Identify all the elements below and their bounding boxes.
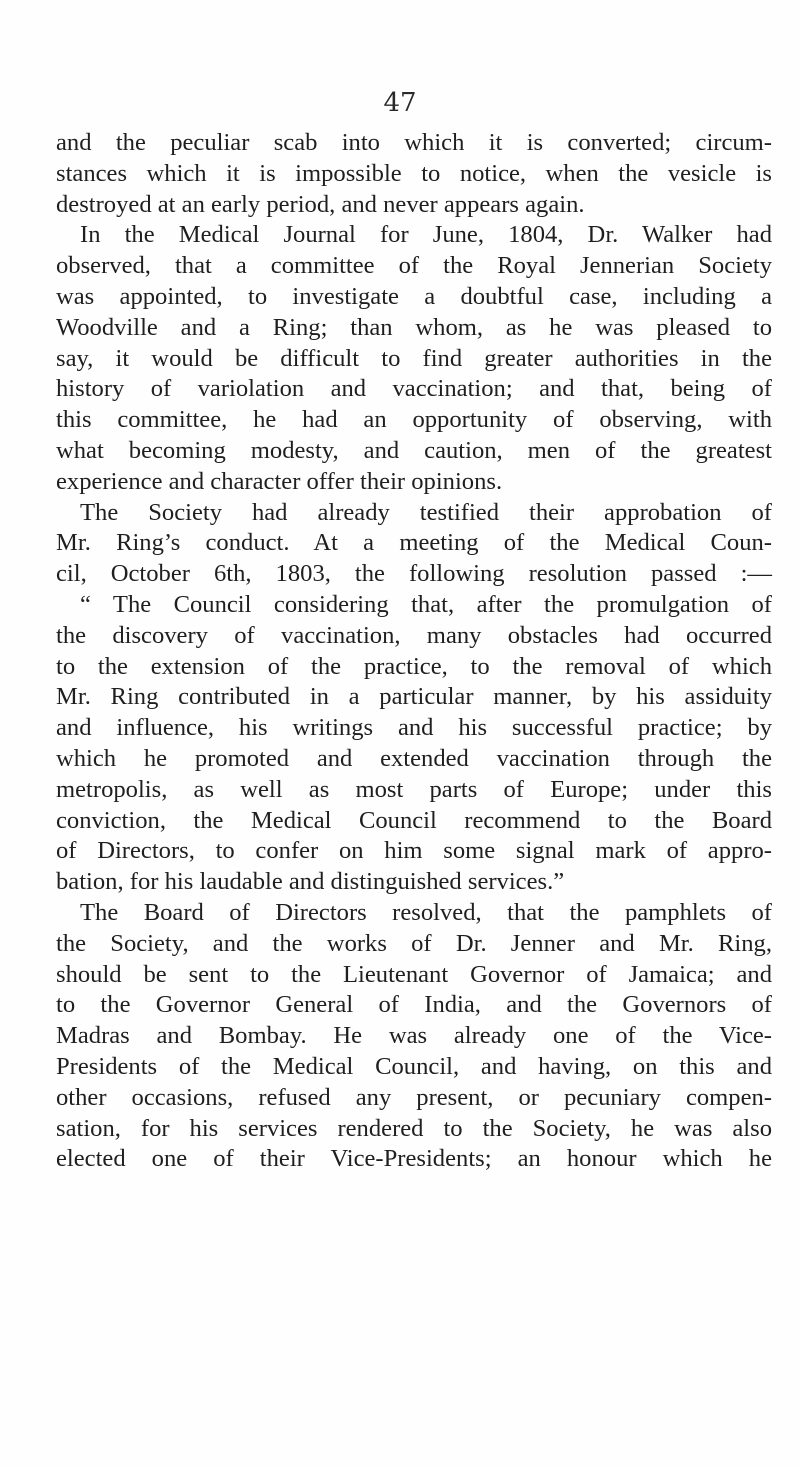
body-text xyxy=(56,128,772,1175)
text-line: destroyed at an early period, and never appears again. xyxy=(56,190,585,218)
text-line: history of variolation and vaccination; and that, being of xyxy=(56,375,772,403)
paragraph-start-line: The Board of Directors resolved, that the pamphlets of xyxy=(80,898,772,926)
text-line: other occasions, refused any present, or pecuniary compen- xyxy=(56,1083,772,1111)
text-line: experience and character offer their opinions. xyxy=(56,467,503,495)
text-line: and influence, his writings and his successful practice; by xyxy=(56,714,772,742)
paragraph-start-line: In the Medical Journal for June, 1804, Dr. Walker had xyxy=(80,221,772,249)
text-line: bation, for his laudable and distinguished services.” xyxy=(56,868,565,896)
text-line: Madras and Bombay. He was already one of the Vice- xyxy=(56,1022,772,1050)
text-line: and the peculiar scab into which it is converted; circum- xyxy=(56,129,772,156)
text-line: sation, for his services rendered to the Society, he was also xyxy=(56,1114,772,1142)
text-line: to the Governor General of India, and the Governors of xyxy=(56,991,772,1019)
text-line: what becoming modesty, and caution, men of the greatest xyxy=(56,436,772,464)
text-line: conviction, the Medical Council recommend to the Board xyxy=(56,806,772,834)
text-line: metropolis, as well as most parts of Europe; under this xyxy=(56,775,772,803)
text-line: the Society, and the works of Dr. Jenner and Mr. Ring, xyxy=(56,929,772,957)
text-line: cil, October 6th, 1803, the following resolution passed :— xyxy=(56,560,772,588)
text-line: Mr. Ring contributed in a particular manner, by his assiduity xyxy=(56,683,772,711)
text-line: Woodville and a Ring; than whom, as he was pleased to xyxy=(56,313,772,341)
text-line: to the extension of the practice, to the removal of which xyxy=(56,652,772,680)
text-line: should be sent to the Lieutenant Governor of Jamaica; and xyxy=(56,960,772,988)
text-line: this committee, he had an opportunity of observing, with xyxy=(56,406,772,434)
text-line: observed, that a committee of the Royal Jennerian Society xyxy=(56,252,772,280)
page-number: 47 xyxy=(383,88,417,118)
text-line: was appointed, to investigate a doubtful case, including a xyxy=(56,282,772,310)
text-line: stances which it is impossible to notice, when the vesicle is xyxy=(56,159,772,187)
text-line: say, it would be difficult to find greater authorities in the xyxy=(56,344,772,372)
text-line: Mr. Ring’s conduct. At a meeting of the Medical Coun- xyxy=(56,529,772,557)
text-line: of Directors, to confer on him some signal mark of appro- xyxy=(56,837,772,865)
quotation-start-line: “ The Council considering that, after the promulgation of xyxy=(80,590,772,618)
text-line: Presidents of the Medical Council, and having, on this and xyxy=(56,1052,772,1080)
paragraph-start-line: The Society had already testified their approbation of xyxy=(80,498,772,526)
text-line: elected one of their Vice-Presidents; an honour which he xyxy=(56,1145,772,1173)
text-line: which he promoted and extended vaccination through the xyxy=(56,744,772,772)
text-line: the discovery of vaccination, many obstacles had occurred xyxy=(56,621,772,649)
